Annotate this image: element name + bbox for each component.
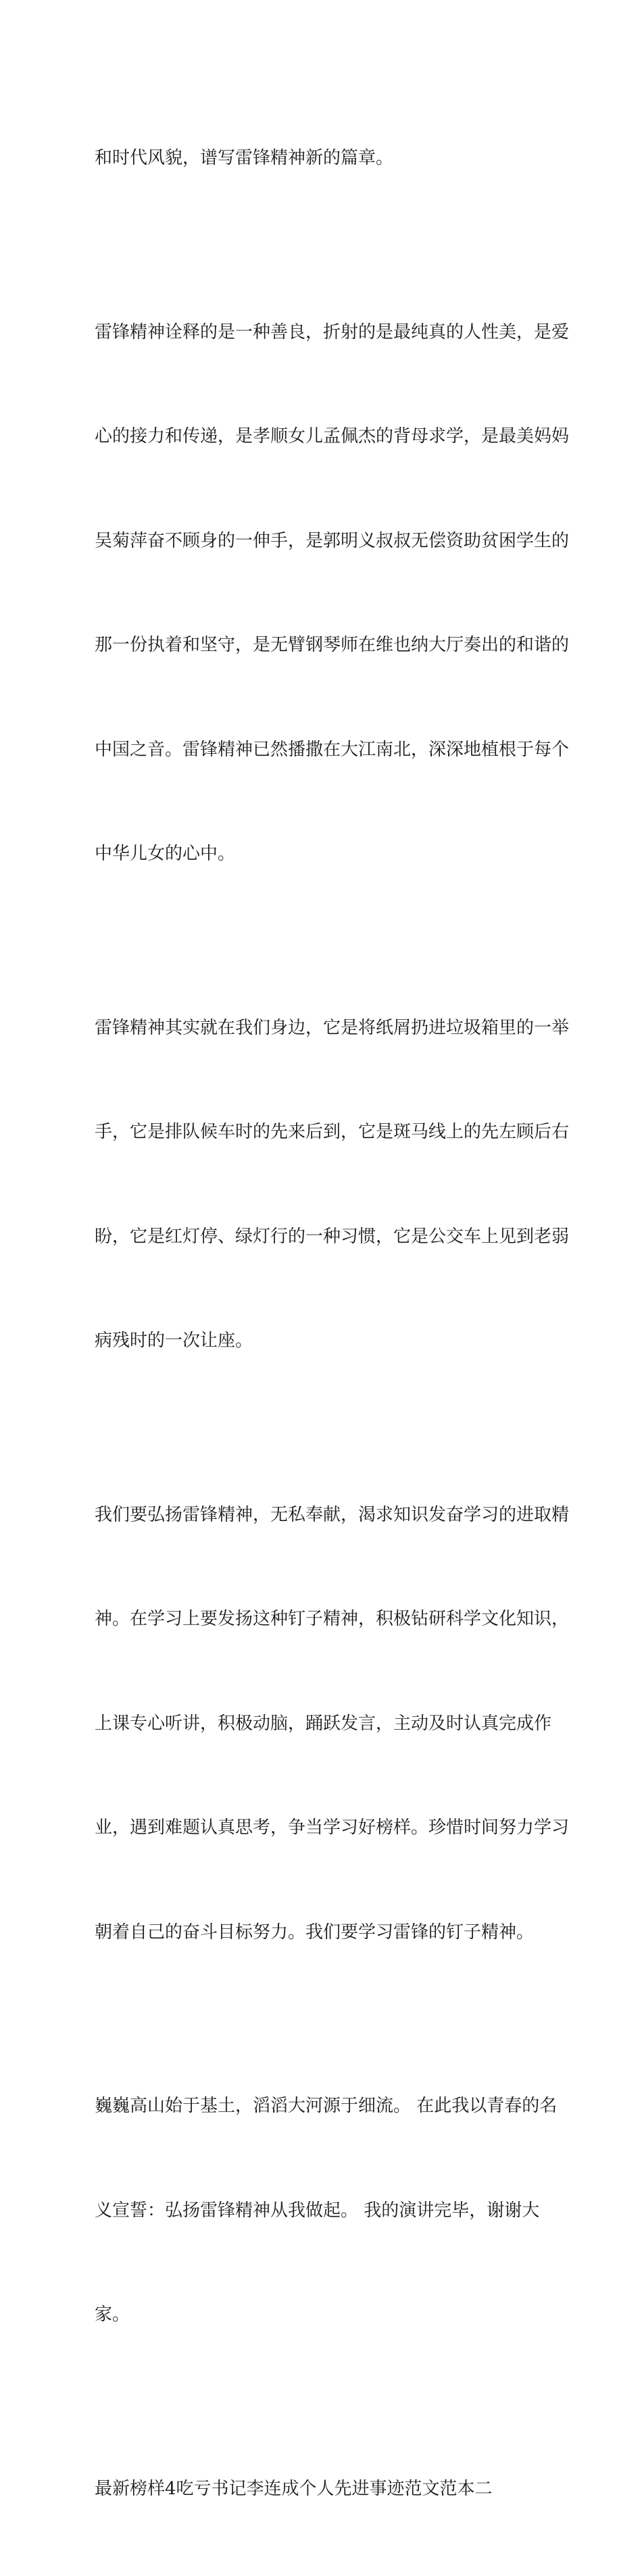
text-line: 手，它是排队候车时的先来后到，它是斑马线上的先左顾后右 xyxy=(95,1115,551,1150)
paragraph-5 xyxy=(95,2019,551,2402)
text-line: 业，遇到难题认真思考，争当学习好榜样。珍惜时间努力学习 xyxy=(95,1811,551,1846)
paragraph-3 xyxy=(95,942,551,1428)
text-line: 吴菊萍奋不顾身的一伸手，是郭明义叔叔无偿资助贫困学生的 xyxy=(95,524,551,559)
text-line: 神。在学习上要发扬这种钉子精神，积极钻研科学文化知识， xyxy=(95,1602,551,1637)
text-line: 病残时的一次让座。 xyxy=(95,1324,551,1359)
text-line: 义宣誓：弘扬雷锋精神从我做起。 我的演讲完毕，谢谢大 xyxy=(95,2194,551,2229)
paragraph-2 xyxy=(95,246,551,942)
text-line: 我们要弘扬雷锋精神，无私奉献，渴求知识发奋学习的进取精 xyxy=(95,1498,551,1533)
section-heading xyxy=(95,2402,551,2576)
paragraph-1 xyxy=(95,72,551,246)
text-line: 家。 xyxy=(95,2298,551,2333)
text-line: 那一份执着和坚守，是无臂钢琴师在维也纳大厅奏出的和谐的 xyxy=(95,628,551,663)
text-line: 朝着自己的奋斗目标努力。我们要学习雷锋的钉子精神。 xyxy=(95,1915,551,1951)
text-line: 上课专心听讲，积极动脑，踊跃发言，主动及时认真完成作 xyxy=(95,1707,551,1742)
text-line: 雷锋精神其实就在我们身边，它是将纸屑扔进垃圾箱里的一举 xyxy=(95,1011,551,1046)
text-line: 和时代风貌，谱写雷锋精神新的篇章。 xyxy=(95,141,551,176)
text-line: 中华儿女的心中。 xyxy=(95,837,551,872)
text-line: 巍巍高山始于基土，滔滔大河源于细流。 在此我以青春的名 xyxy=(95,2089,551,2124)
text-line: 最新榜样4吃亏书记李连成个人先进事迹范文范本二 xyxy=(95,2472,551,2507)
document-page xyxy=(0,0,642,830)
paragraph-4 xyxy=(95,1428,551,2020)
text-line: 盼，它是红灯停、绿灯行的一种习惯，它是公交车上见到老弱 xyxy=(95,1220,551,1255)
text-line: 中国之音。雷锋精神已然播撒在大江南北，深深地植根于每个 xyxy=(95,733,551,768)
document-body xyxy=(95,72,551,2576)
text-line: 雷锋精神诠释的是一种善良，折射的是最纯真的人性美，是爱 xyxy=(95,315,551,351)
text-line: 心的接力和传递，是孝顺女儿孟佩杰的背母求学，是最美妈妈 xyxy=(95,419,551,455)
